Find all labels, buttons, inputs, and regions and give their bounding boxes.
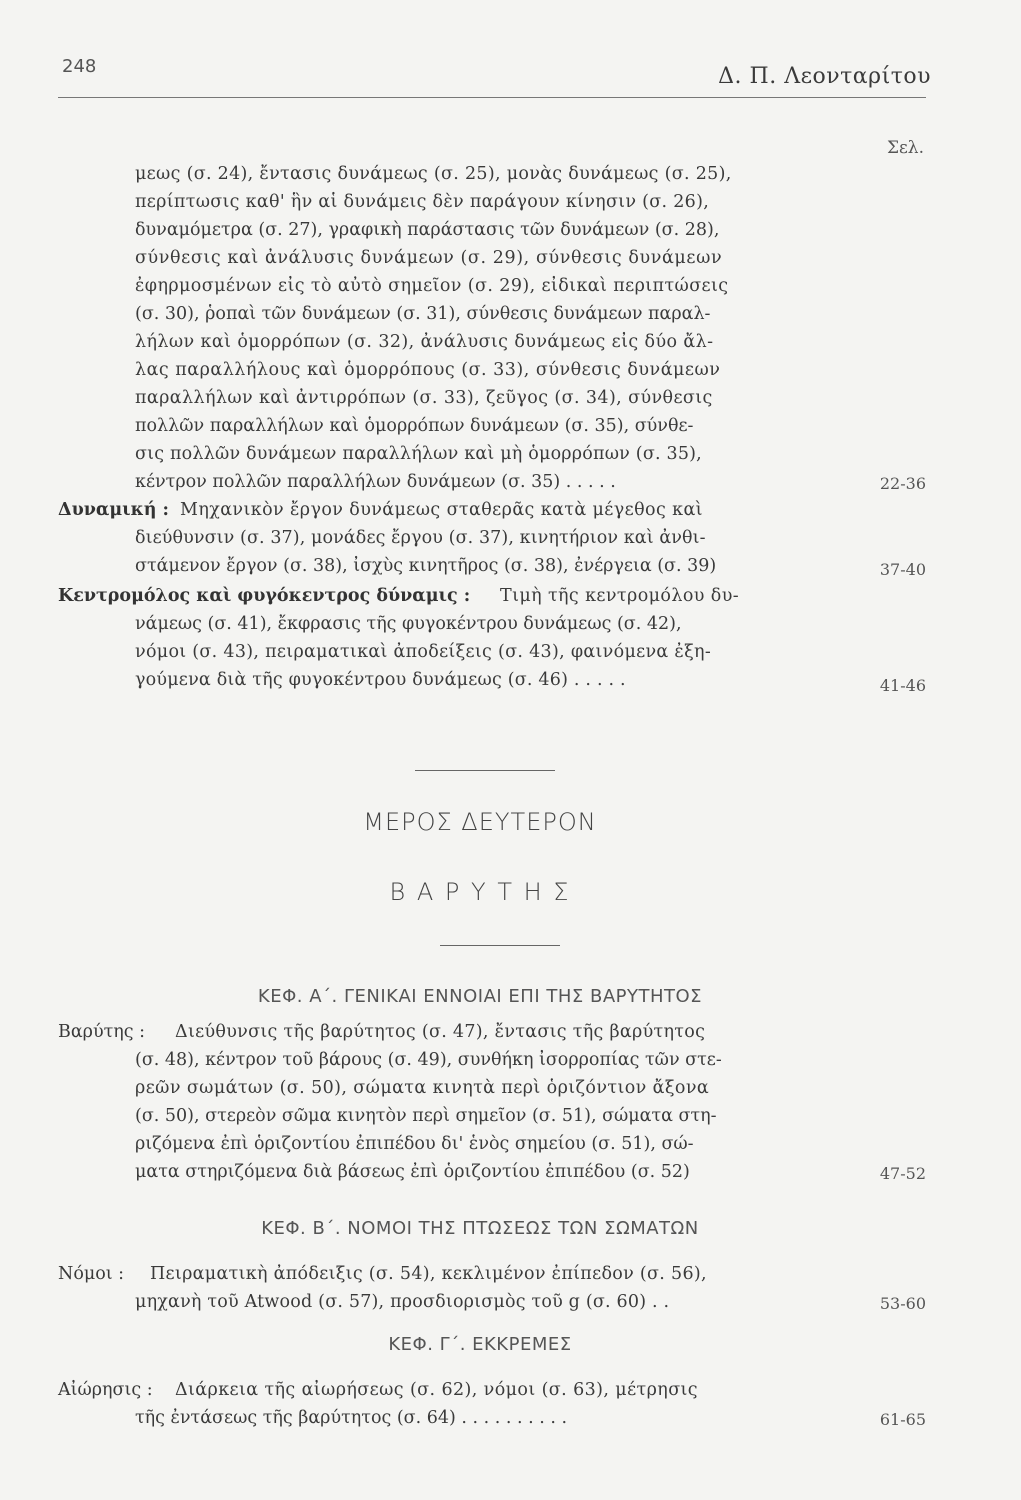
text-line: διεύθυνσιν (σ. 37), μονάδες ἔργου (σ. 37), κινητήριον καὶ ἀνθι-: [135, 528, 706, 548]
text-line: (σ. 50), στερεὸν σῶμα κινητὸν περὶ σημεῖον (σ. 51), σώματα στη-: [135, 1106, 717, 1126]
text-line: στάμενον ἔργον (σ. 38), ἰσχὺς κινητῆρος (σ. 38), ἐνέργεια (σ. 39): [135, 556, 717, 576]
text-line: (σ. 30), ῥοπαὶ τῶν δυνάμεων (σ. 31), σύνθεσις δυνάμεων παραλ-: [135, 304, 711, 324]
text-line: (σ. 48), κέντρον τοῦ βάρους (σ. 49), συνθήκη ἰσορροπίας τῶν στε-: [135, 1050, 722, 1070]
page-range: 22-36: [879, 474, 926, 493]
text-line: παραλλήλων καὶ ἀντιρρόπων (σ. 33), ζεῦγος (σ. 34), σύνθεσις: [135, 388, 713, 408]
part-title: ΜΕΡΟΣ ΔΕΥΤΕΡΟΝ: [363, 808, 597, 836]
chapter-title: ΚΕΦ. Γ΄. ΕΚΚΡΕΜΕΣ: [388, 1334, 572, 1355]
section-divider: [415, 770, 555, 771]
text-line: Πειραματικὴ ἀπόδειξις (σ. 54), κεκλιμένον ἐπίπεδον (σ. 56),: [150, 1264, 707, 1284]
page-number: 248: [62, 56, 97, 77]
part-subtitle: Β Α Ρ Υ Τ Η Σ: [389, 878, 571, 906]
text-line: κέντρον πολλῶν παραλλήλων δυνάμεων (σ. 35) . . . . .: [135, 472, 616, 492]
running-head: Δ. Π. Λεονταρίτου: [718, 64, 931, 89]
text-line: ἐφηρμοσμένων εἰς τὸ αὐτὸ σημεῖον (σ. 29), εἰδικαὶ περιπτώσεις: [135, 276, 729, 296]
text-line: γούμενα διὰ τῆς φυγοκέντρου δυνάμεως (σ. 46) . . . . .: [135, 670, 626, 690]
page-range: 61-65: [879, 1410, 926, 1429]
header-rule: [58, 97, 926, 98]
entry-term: Νόμοι :: [58, 1264, 125, 1284]
text-line: μεως (σ. 24), ἔντασις δυνάμεως (σ. 25), μονὰς δυνάμεως (σ. 25),: [135, 164, 732, 184]
chapter-title: ΚΕΦ. Α΄. ΓΕΝΙΚΑΙ ΕΝΝΟΙΑΙ ΕΠΙ ΤΗΣ ΒΑΡΥΤΗΤΟΣ: [257, 986, 703, 1007]
entry-term: Κεντρομόλος καὶ φυγόκεντρος δύναμις :: [58, 586, 471, 606]
text-line: λας παραλλήλους καὶ ὁμορρόπους (σ. 33), σύνθεσις δυνάμεων: [135, 360, 721, 380]
text-line: ρεῶν σωμάτων (σ. 50), σώματα κινητὰ περὶ ὁριζόντιον ἄξονα: [135, 1078, 710, 1098]
text-line: μηχανὴ τοῦ Atwood (σ. 57), προσδιορισμὸς τοῦ g (σ. 60) . .: [135, 1292, 670, 1312]
entry-term: Αἰώρησις :: [58, 1380, 153, 1400]
page-range: 37-40: [879, 560, 926, 579]
text-line: Μηχανικὸν ἔργον δυνάμεως σταθερᾶς κατὰ μέγεθος καὶ: [180, 500, 703, 520]
text-line: πολλῶν παραλλήλων καὶ ὁμορρόπων δυνάμεων (σ. 35), σύνθε-: [135, 416, 694, 436]
section-divider: [440, 945, 560, 946]
page-range: 47-52: [879, 1164, 926, 1183]
text-line: ριζόμενα ἐπὶ ὁριζοντίου ἐπιπέδου δι' ἑνὸς σημείου (σ. 51), σώ-: [135, 1134, 694, 1154]
text-line: νάμεως (σ. 41), ἔκφρασις τῆς φυγοκέντρου δυνάμεως (σ. 42),: [135, 614, 682, 634]
text-line: Διεύθυνσις τῆς βαρύτητος (σ. 47), ἔντασις τῆς βαρύτητος: [175, 1022, 706, 1042]
text-line: δυναμόμετρα (σ. 27), γραφικὴ παράστασις τῶν δυνάμεων (σ. 28),: [135, 220, 720, 240]
text-line: σις πολλῶν δυνάμεων παραλλήλων καὶ μὴ ὁμορρόπων (σ. 35),: [135, 444, 702, 464]
text-line: Διάρκεια τῆς αἰωρήσεως (σ. 62), νόμοι (σ. 63), μέτρησις: [175, 1380, 698, 1400]
text-line: Τιμὴ τῆς κεντρομόλου δυ-: [500, 586, 740, 606]
entry-term: Δυναμική :: [58, 500, 169, 520]
text-line: λήλων καὶ ὁμορρόπων (σ. 32), ἀνάλυσις δυνάμεως εἰς δύο ἄλ-: [135, 332, 714, 352]
text-line: σύνθεσις καὶ ἀνάλυσις δυνάμεων (σ. 29), σύνθεσις δυνάμεων: [135, 248, 723, 268]
text-line: τῆς ἐντάσεως τῆς βαρύτητος (σ. 64) . . . . . . . . . .: [135, 1408, 568, 1428]
chapter-title: ΚΕΦ. Β΄. ΝΟΜΟΙ ΤΗΣ ΠΤΩΣΕΩΣ ΤΩΝ ΣΩΜΑΤΩΝ: [261, 1218, 699, 1239]
text-line: νόμοι (σ. 43), πειραματικαὶ ἀποδείξεις (σ. 43), φαινόμενα ἐξη-: [135, 642, 712, 662]
page-range: 53-60: [879, 1294, 926, 1313]
text-line: περίπτωσις καθ' ἣν αἱ δυνάμεις δὲν παράγουν κίνησιν (σ. 26),: [135, 192, 710, 212]
page-range: 41-46: [879, 676, 926, 695]
entry-term: Βαρύτης :: [58, 1022, 146, 1042]
text-line: ματα στηριζόμενα διὰ βάσεως ἐπὶ ὁριζοντίου ἐπιπέδου (σ. 52): [135, 1162, 690, 1182]
page-column-label: Σελ.: [886, 138, 924, 158]
